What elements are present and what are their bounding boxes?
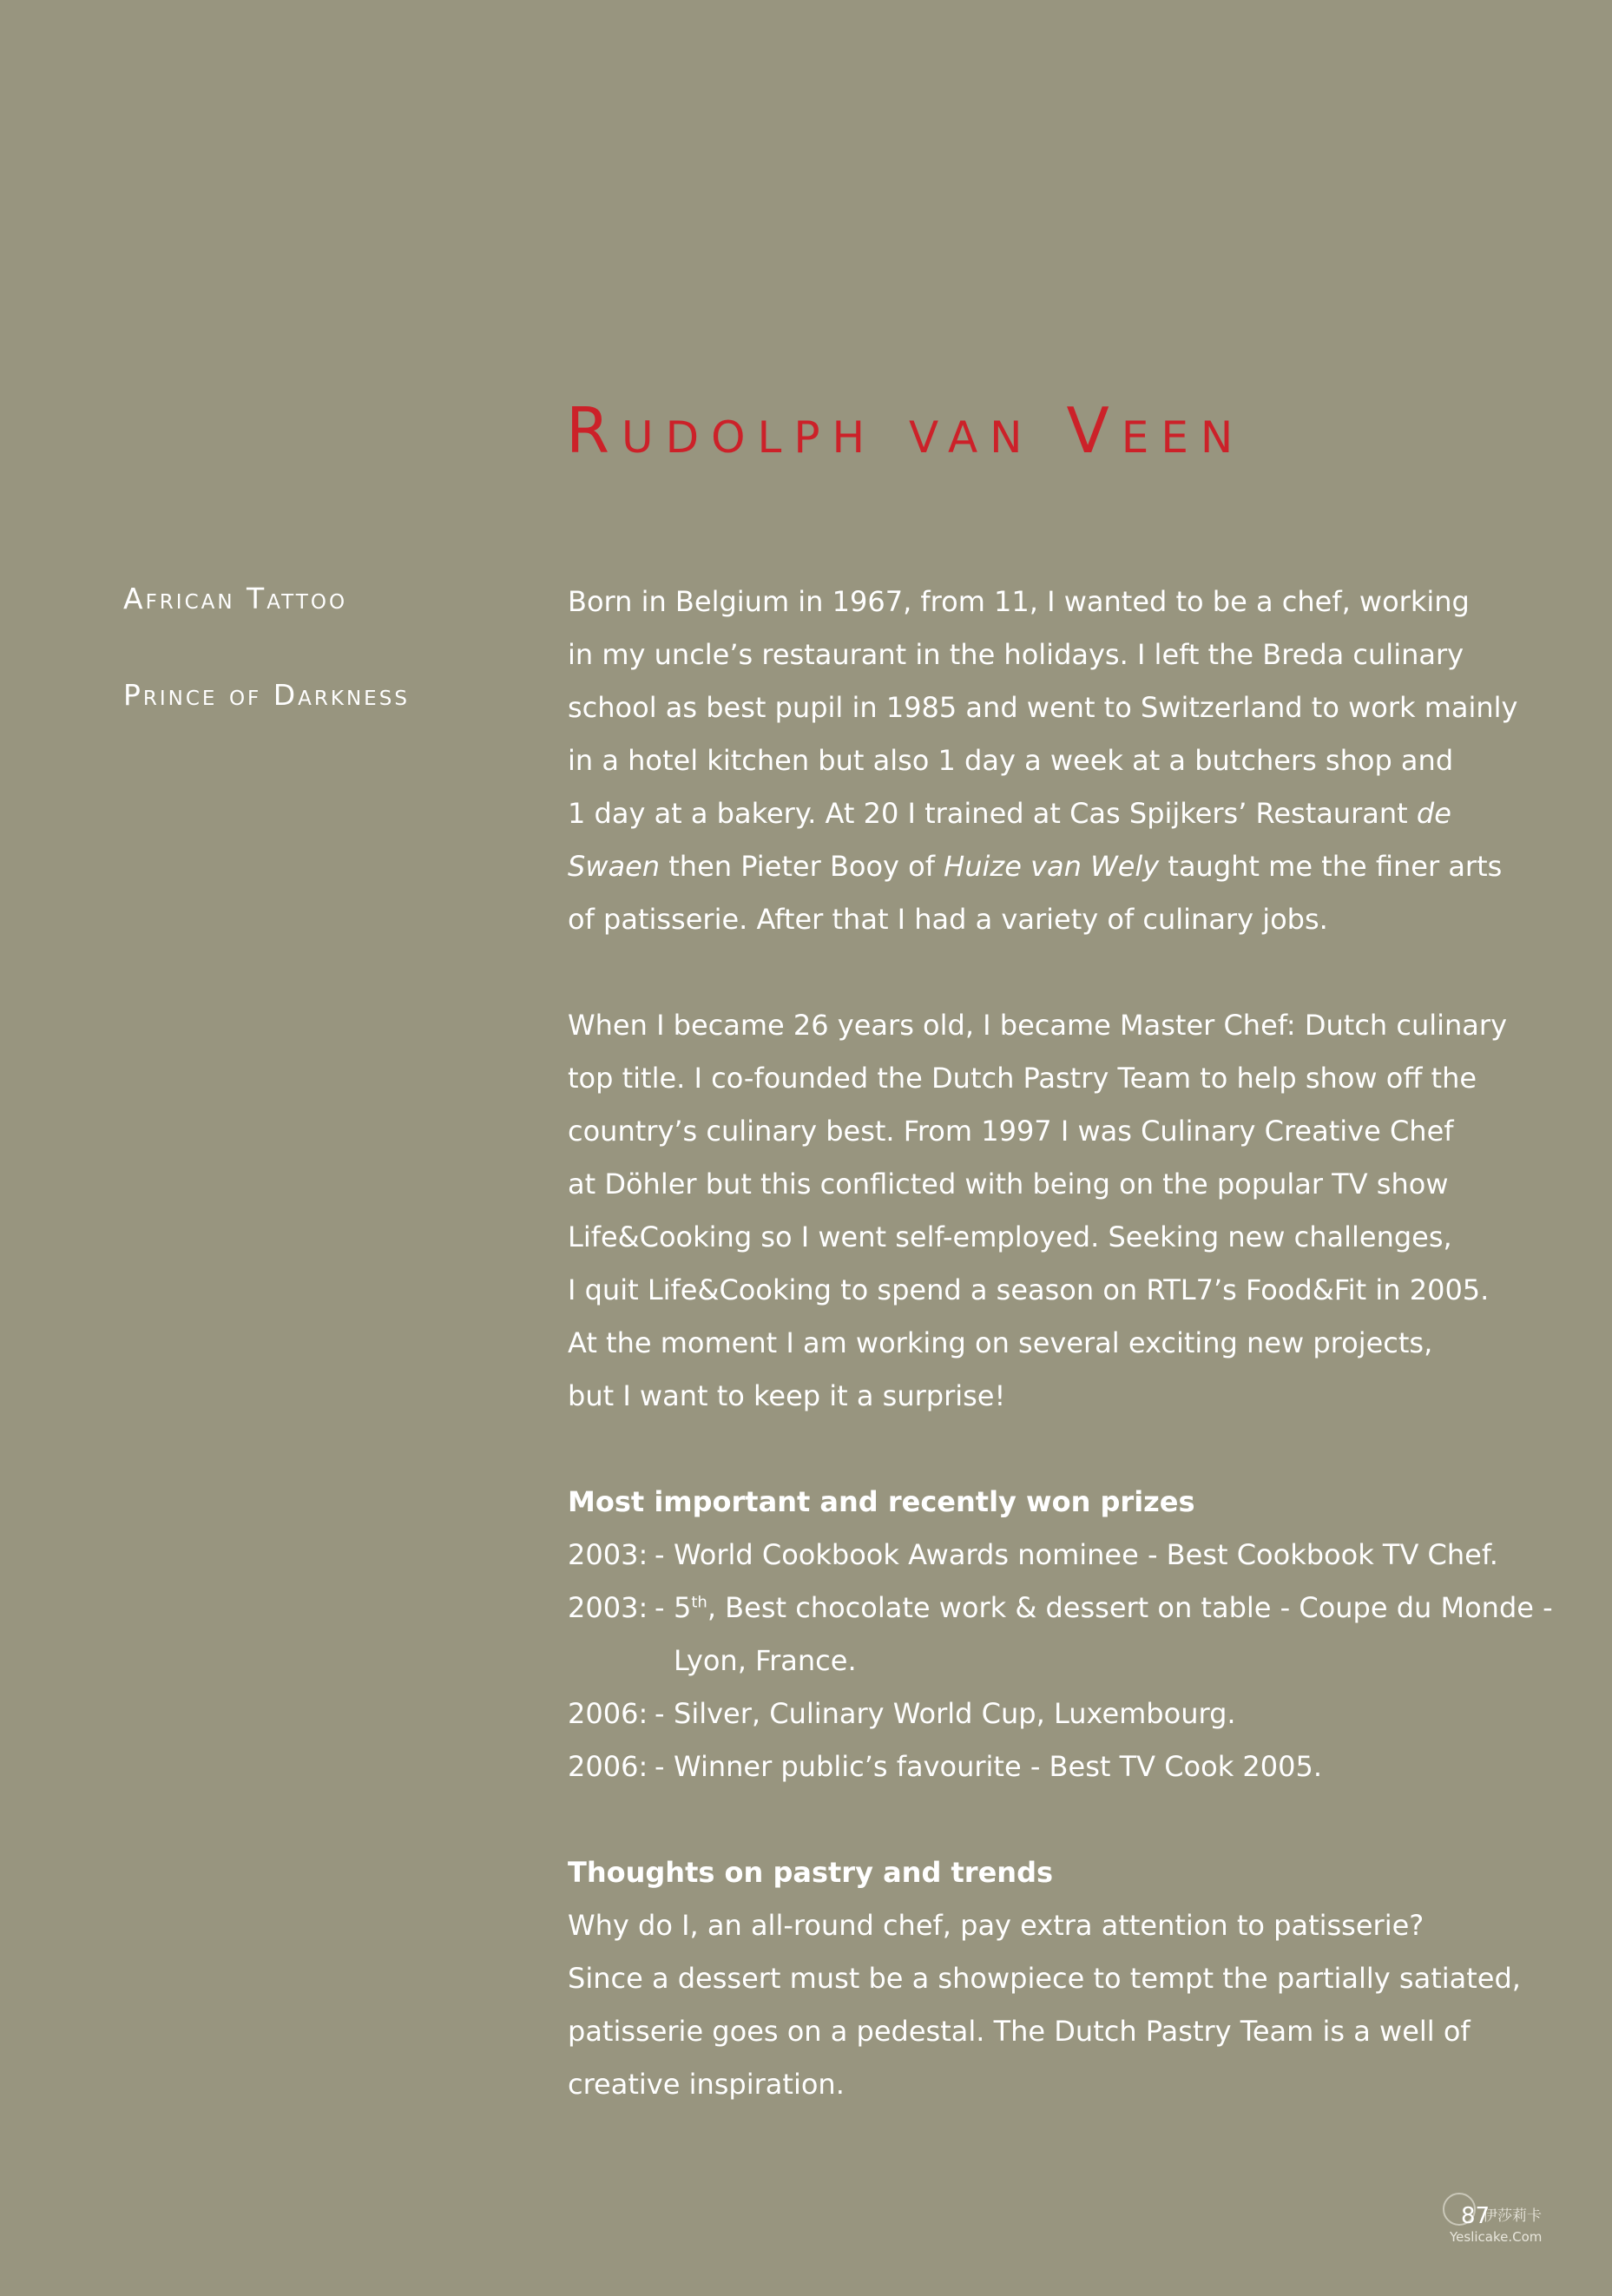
prizes-section (568, 1476, 1553, 1793)
page-title: Rudolph van Veen (566, 394, 1246, 467)
prize-text-continued: Lyon, France. (674, 1644, 857, 1677)
prize-rank-suffix: th (691, 1593, 707, 1612)
text-line: When I became 26 years old, I became Master Chef: Dutch culinary (568, 1009, 1507, 1042)
prize-item (568, 1687, 1488, 1740)
text-line: Since a dessert must be a showpiece to tempt the partially satiated, (568, 1962, 1521, 1995)
prize-item (568, 1529, 1498, 1582)
prize-year: 2006: (568, 1750, 648, 1783)
text-line: country’s culinary best. From 1997 I was Culinary Creative Chef (568, 1115, 1454, 1148)
text-line: but I want to keep it a surprise! (568, 1379, 1006, 1412)
bio-paragraph-1 (568, 576, 1518, 946)
page-number: 87 (1461, 2203, 1490, 2229)
prize-text: Winner public’s favourite - Best TV Cook 2005. (674, 1750, 1322, 1783)
bio-paragraph-2 (568, 999, 1507, 1423)
text-line: creative inspiration. (568, 2068, 845, 2101)
thoughts-section (568, 1846, 1521, 2111)
prize-dash: - (655, 1538, 665, 1571)
prize-item (568, 1740, 1488, 1793)
text-fragment: 1 day at a bakery. At 20 I trained at Cas Spijkers’ Restaurant (568, 797, 1417, 830)
watermark-chinese-text: 伊莎莉卡 (1483, 2207, 1542, 2225)
prizes-heading: Most important and recently won prizes (568, 1485, 1195, 1518)
prize-dash: - (655, 1697, 665, 1730)
prize-item (568, 1582, 1553, 1687)
text-line: Born in Belgium in 1967, from 11, I wanted to be a chef, working (568, 585, 1470, 618)
prize-year: 2003: (568, 1591, 648, 1624)
restaurant-name-italic: de (1416, 797, 1451, 830)
prize-text: Silver, Culinary World Cup, Luxembourg. (674, 1697, 1236, 1730)
text-line: patisserie goes on a pedestal. The Dutch Pastry Team is a well of (568, 2015, 1471, 2048)
text-line: Life&Cooking so I went self-employed. Seeking new challenges, (568, 1220, 1452, 1253)
text-line: in a hotel kitchen but also 1 day a week at a butchers shop and (568, 744, 1454, 777)
body-text (568, 576, 1553, 2164)
text-line: top title. I co-founded the Dutch Pastry Team to help show off the (568, 1062, 1477, 1095)
prize-dash: - (655, 1591, 665, 1624)
thoughts-heading: Thoughts on pastry and trends (568, 1856, 1054, 1889)
prize-dash: - (655, 1750, 665, 1783)
text-line (568, 840, 1503, 893)
text-line (568, 787, 1488, 840)
watermark-url: Yeslicake.Com (1450, 2229, 1543, 2245)
prize-year: 2003: (568, 1538, 648, 1571)
side-title-prince-of-darkness: Prince of Darkness (123, 678, 410, 712)
prize-text: , Best chocolate work & dessert on table - Coupe du Monde - (707, 1591, 1553, 1624)
text-line: I quit Life&Cooking to spend a season on RTL7’s Food&Fit in 2005. (568, 1273, 1490, 1306)
prize-rank: 5 (674, 1591, 692, 1624)
text-line: At the moment I am working on several exciting new projects, (568, 1326, 1433, 1359)
text-fragment: then Pieter Booy of (660, 850, 944, 883)
text-line: in my uncle’s restaurant in the holidays. I left the Breda culinary (568, 638, 1464, 671)
side-title-african-tattoo: African Tattoo (123, 582, 348, 615)
restaurant-name-italic: Swaen (568, 850, 661, 883)
patisserie-name-italic: Huize van Wely (944, 850, 1160, 883)
text-line: school as best pupil in 1985 and went to Switzerland to work mainly (568, 691, 1518, 724)
text-line: Why do I, an all-round chef, pay extra attention to patisserie? (568, 1909, 1424, 1942)
prize-text: World Cookbook Awards nominee - Best Cookbook TV Chef. (674, 1538, 1498, 1571)
text-line: at Döhler but this conflicted with being on the popular TV show (568, 1168, 1449, 1201)
prize-year: 2006: (568, 1697, 648, 1730)
text-line: of patisserie. After that I had a variety of culinary jobs. (568, 903, 1328, 936)
side-titles (123, 579, 410, 772)
text-fragment: taught me the finer arts (1159, 850, 1503, 883)
